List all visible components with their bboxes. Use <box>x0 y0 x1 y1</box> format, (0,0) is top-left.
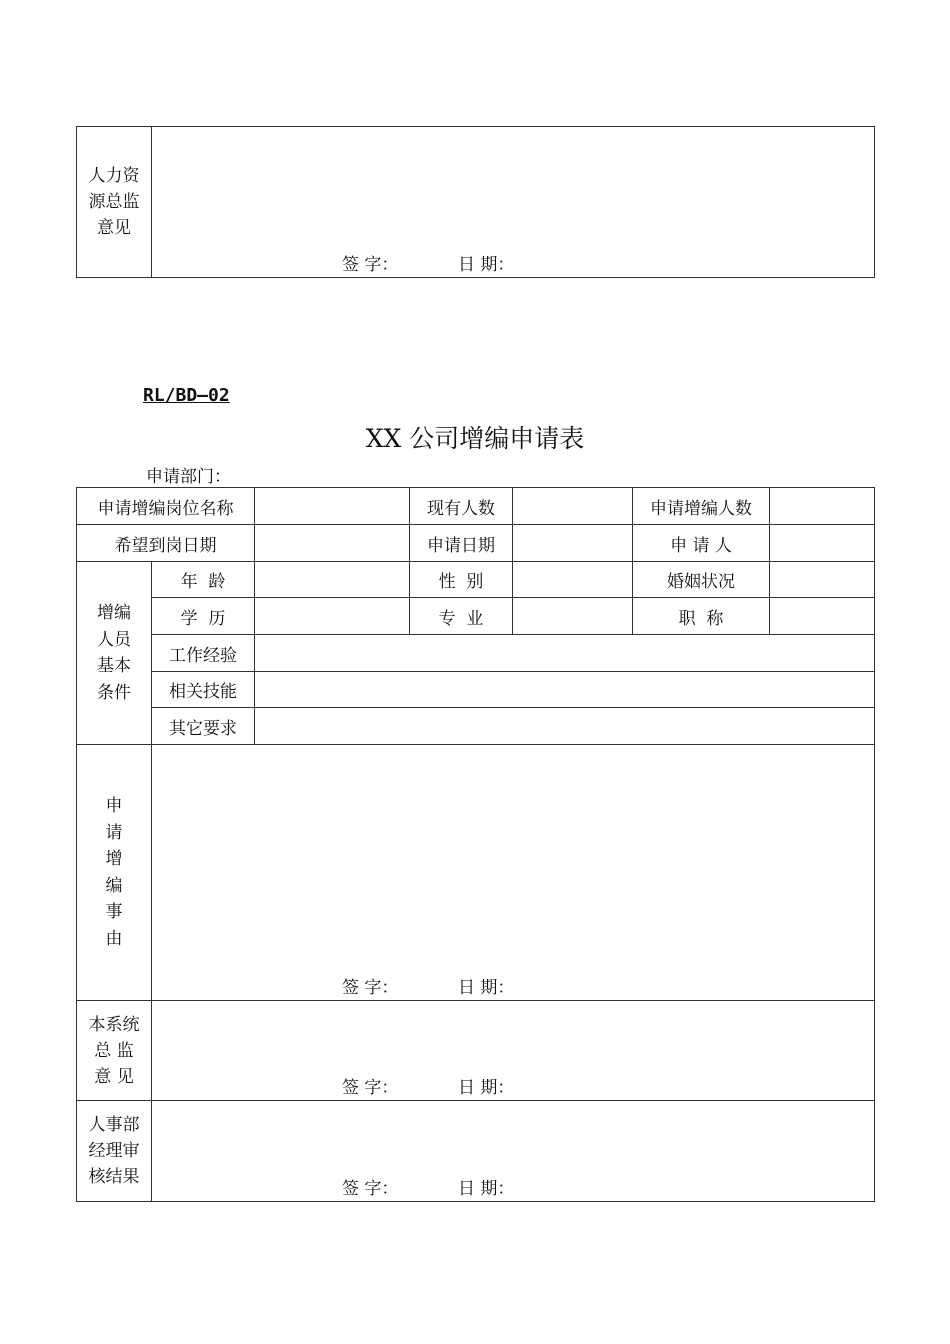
director-opinion-label: 本系统 总 监 意 见 <box>77 1001 152 1101</box>
current-headcount-label: 现有人数 <box>410 488 513 525</box>
date-label: 日 期： <box>458 1078 515 1098</box>
skills-label: 相关技能 <box>152 672 255 708</box>
apply-date-label: 申请日期 <box>410 525 513 562</box>
skills-field[interactable] <box>255 672 875 708</box>
director-opinion-field[interactable] <box>152 1001 875 1101</box>
other-requirements-label: 其它要求 <box>152 708 255 745</box>
age-label: 年 龄 <box>152 562 255 598</box>
job-title-label: 职 称 <box>633 598 770 635</box>
date-label: 日 期： <box>458 978 515 998</box>
form-title: XX 公司增编申请表 <box>365 424 585 453</box>
experience-field[interactable] <box>255 635 875 672</box>
department-label: 申请部门： <box>146 467 231 487</box>
hr-director-opinion-field[interactable] <box>152 127 875 278</box>
date-label: 日 期： <box>458 255 515 275</box>
apply-date-field[interactable] <box>513 525 633 562</box>
position-name-label: 申请增编岗位名称 <box>77 488 255 525</box>
requested-headcount-field[interactable] <box>770 488 875 525</box>
sign-label: 签 字： <box>342 978 399 998</box>
form-code: RL/BD—02 <box>143 385 230 406</box>
sign-label: 签 字： <box>342 255 399 275</box>
requested-headcount-label: 申请增编人数 <box>633 488 770 525</box>
sign-label: 签 字： <box>342 1179 399 1199</box>
hr-director-label: 人力资 源总监 意见 <box>77 127 152 278</box>
education-label: 学 历 <box>152 598 255 635</box>
major-label: 专 业 <box>410 598 513 635</box>
applicant-field[interactable] <box>770 525 875 562</box>
expected-date-label: 希望到岗日期 <box>77 525 255 562</box>
date-label: 日 期： <box>458 1179 515 1199</box>
current-headcount-field[interactable] <box>513 488 633 525</box>
job-title-field[interactable] <box>770 598 875 635</box>
requirements-group-label: 增编 人员 基本 条件 <box>77 562 152 745</box>
gender-label: 性 别 <box>410 562 513 598</box>
gender-field[interactable] <box>513 562 633 598</box>
hr-director-opinion-table <box>76 126 875 278</box>
headcount-request-table <box>76 487 875 1202</box>
reason-label: 申 请 增 编 事 由 <box>77 745 152 1001</box>
marital-label: 婚姻状况 <box>633 562 770 598</box>
hr-manager-review-field[interactable] <box>152 1101 875 1202</box>
hr-manager-review-label: 人事部 经理审 核结果 <box>77 1101 152 1202</box>
sign-label: 签 字： <box>342 1078 399 1098</box>
marital-field[interactable] <box>770 562 875 598</box>
position-name-field[interactable] <box>255 488 410 525</box>
major-field[interactable] <box>513 598 633 635</box>
other-requirements-field[interactable] <box>255 708 875 745</box>
applicant-label: 申 请 人 <box>633 525 770 562</box>
reason-field[interactable] <box>152 745 875 1001</box>
education-field[interactable] <box>255 598 410 635</box>
age-field[interactable] <box>255 562 410 598</box>
experience-label: 工作经验 <box>152 635 255 672</box>
expected-date-field[interactable] <box>255 525 410 562</box>
